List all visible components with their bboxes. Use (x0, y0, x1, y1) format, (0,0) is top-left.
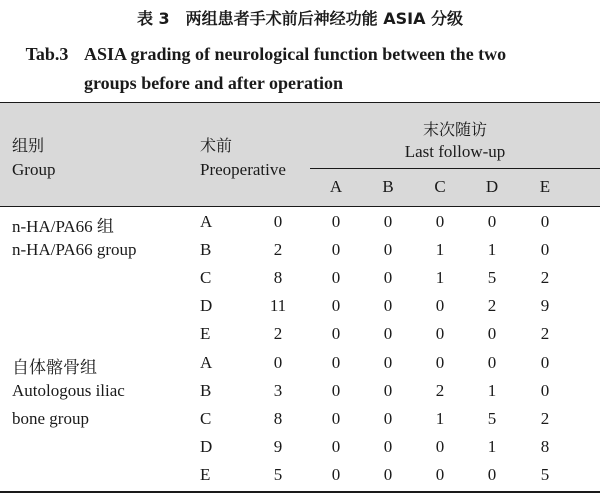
row-grade: B (200, 240, 212, 260)
row-followup-value: 0 (331, 408, 341, 428)
row-preop-value: 0 (273, 352, 283, 372)
row-followup-value: 0 (540, 352, 550, 372)
row-preop-value: 3 (273, 380, 283, 400)
row-followup-value: 0 (435, 324, 445, 344)
row-followup-value: 0 (435, 212, 445, 231)
row-followup-value: 0 (383, 240, 393, 260)
row-grade: A (200, 212, 213, 231)
header-followup-en: Last follow-up (404, 142, 506, 161)
row-preop-value: 0 (273, 212, 283, 231)
row-followup-value: 0 (487, 352, 497, 372)
header-grade-e: E (539, 177, 551, 196)
row-followup-value: 1 (435, 240, 445, 260)
row-followup-value: 1 (435, 268, 445, 288)
row-followup-value: 0 (331, 324, 341, 344)
header-grade-b: B (382, 177, 394, 196)
row-followup-value: 0 (331, 240, 341, 260)
row-followup-value: 0 (331, 436, 341, 456)
caption-en (10, 40, 595, 98)
row-followup-value: 8 (540, 436, 550, 456)
row-followup-value: 2 (435, 380, 445, 400)
group-label-line: n-HA/PA66 组 (12, 217, 114, 236)
header-grade-a: A (329, 177, 343, 196)
row-followup-value: 0 (383, 324, 393, 344)
row-followup-value: 2 (487, 296, 497, 316)
caption-cn: 表 3 两组患者手术前后神经功能 ASIA 分级 (136, 9, 464, 28)
group-label-line: 自体髂骨组 (12, 357, 97, 377)
row-followup-value: 0 (487, 464, 497, 484)
header-preop-en: Preoperative (200, 160, 286, 179)
header-group-cn: 组别 (12, 136, 45, 155)
row-followup-value: 0 (487, 212, 497, 231)
row-followup-value: 0 (435, 352, 445, 372)
row-followup-value: 0 (487, 324, 497, 344)
row-followup-value: 5 (487, 268, 497, 288)
row-grade: C (200, 408, 212, 428)
row-followup-value: 0 (383, 268, 393, 288)
row-preop-value: 8 (273, 268, 283, 288)
header-preop-cn: 术前 (200, 136, 233, 155)
row-followup-value: 0 (540, 240, 550, 260)
row-grade: C (200, 268, 212, 288)
row-followup-value: 5 (487, 408, 497, 428)
row-followup-value: 0 (435, 436, 445, 456)
row-followup-value: 0 (383, 296, 393, 316)
row-followup-value: 0 (331, 296, 341, 316)
row-grade: E (200, 464, 211, 484)
row-followup-value: 0 (383, 352, 393, 372)
followup-subrule (310, 168, 600, 169)
caption-en-line2: groups before and after operation (84, 73, 343, 93)
row-grade: E (200, 324, 211, 344)
header-grade-c: C (434, 177, 446, 196)
row-followup-value: 0 (383, 408, 393, 428)
row-followup-value: 0 (383, 436, 393, 456)
group-label-line: Autologous iliac (12, 380, 125, 400)
row-followup-value: 0 (331, 352, 341, 372)
row-preop-value: 2 (273, 324, 283, 344)
row-followup-value: 1 (435, 408, 445, 428)
row-followup-value: 0 (383, 212, 393, 231)
header-followup-cn: 末次随访 (422, 120, 487, 139)
row-followup-value: 1 (487, 436, 497, 456)
bottom-rule (0, 491, 600, 493)
caption-en-line1: ASIA grading of neurological function between the two (84, 44, 507, 64)
header-grade-d: D (485, 177, 499, 196)
row-followup-value: 1 (487, 380, 497, 400)
row-followup-value: 0 (383, 464, 393, 484)
row-followup-value: 0 (331, 464, 341, 484)
row-followup-value: 0 (331, 380, 341, 400)
row-grade: D (200, 296, 213, 316)
row-preop-value: 8 (273, 408, 283, 428)
caption-en-number: Tab.3 (25, 44, 69, 64)
header-group-en: Group (12, 160, 56, 179)
row-preop-value: 9 (273, 436, 283, 456)
row-followup-value: 0 (435, 464, 445, 484)
row-followup-value: 1 (487, 240, 497, 260)
group-label-line: n-HA/PA66 group (12, 240, 137, 260)
row-grade: B (200, 380, 212, 400)
row-followup-value: 2 (540, 324, 550, 344)
row-followup-value: 0 (331, 268, 341, 288)
row-followup-value: 0 (331, 212, 341, 231)
row-followup-value: 5 (540, 464, 550, 484)
header-rule (0, 206, 600, 207)
row-followup-value: 9 (540, 296, 550, 316)
row-followup-value: 0 (540, 212, 550, 231)
row-followup-value: 2 (540, 408, 550, 428)
row-preop-value: 2 (273, 240, 283, 260)
row-followup-value: 0 (540, 380, 550, 400)
row-grade: D (200, 436, 213, 456)
row-followup-value: 0 (383, 380, 393, 400)
row-followup-value: 2 (540, 268, 550, 288)
row-grade: A (200, 352, 213, 372)
row-followup-value: 0 (435, 296, 445, 316)
row-preop-value: 11 (269, 296, 287, 316)
row-preop-value: 5 (273, 464, 283, 484)
group-label-line: bone group (12, 408, 89, 428)
